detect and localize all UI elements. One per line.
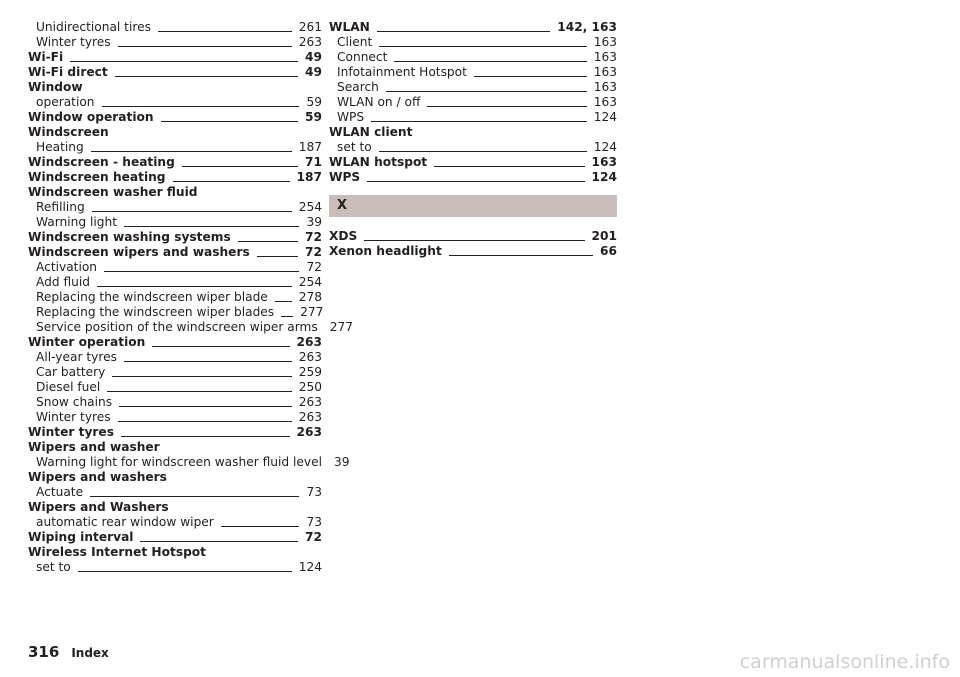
entry-label: WPS xyxy=(329,170,361,184)
entry-label: Client xyxy=(337,35,373,49)
page-reference: 72 xyxy=(306,260,322,274)
page-reference: 49 xyxy=(305,65,322,79)
leader-line xyxy=(92,211,292,212)
entry-label: Car battery xyxy=(36,365,106,379)
index-entry xyxy=(329,229,617,244)
leader-line xyxy=(364,240,584,241)
page-reference: 39 xyxy=(306,215,322,229)
index-heading: Windscreen washer fluid xyxy=(28,185,198,199)
index-subentry xyxy=(28,215,322,230)
entry-label: All-year tyres xyxy=(36,350,117,364)
leader-line xyxy=(371,121,587,122)
page-reference: 277 xyxy=(329,320,353,334)
index-subentry xyxy=(28,305,322,320)
index-subentry xyxy=(28,485,322,500)
leader-line xyxy=(112,376,291,377)
page-reference: 59 xyxy=(305,110,322,124)
leader-line xyxy=(152,346,289,347)
index-letter-heading: X xyxy=(329,195,617,217)
leader-line xyxy=(97,286,292,287)
page-reference: 73 xyxy=(306,515,322,529)
leader-line xyxy=(221,526,300,527)
page-reference: 201 xyxy=(591,229,617,243)
entry-label: Add fluid xyxy=(36,275,90,289)
entry-label: Winter tyres xyxy=(36,35,111,49)
page-reference: 163 xyxy=(591,155,617,169)
entry-label: Wiping interval xyxy=(28,530,134,544)
index-heading: Wireless Internet Hotspot xyxy=(28,545,206,559)
entry-label: Windscreen heating xyxy=(28,170,166,184)
leader-line xyxy=(91,151,292,152)
entry-label: set to xyxy=(36,560,71,574)
page-reference: 124 xyxy=(298,560,322,574)
index-subentry xyxy=(28,95,322,110)
page-reference: 39 xyxy=(333,455,350,469)
leader-line xyxy=(119,406,292,407)
leader-line xyxy=(182,166,298,167)
index-subentry xyxy=(28,140,322,155)
entry-label: Snow chains xyxy=(36,395,113,409)
page-reference: 187 xyxy=(298,140,322,154)
entry-label: Connect xyxy=(337,50,388,64)
page-reference: 142, 163 xyxy=(557,20,617,34)
entry-label: Heating xyxy=(36,140,84,154)
index-entry xyxy=(329,170,617,185)
entry-label: Wi-Fi direct xyxy=(28,65,108,79)
index-column-right xyxy=(329,20,617,259)
page-reference: 66 xyxy=(600,244,617,258)
page-reference: 163 xyxy=(593,50,617,64)
entry-label: WLAN hotspot xyxy=(329,155,428,169)
page-reference: 124 xyxy=(591,170,617,184)
entry-label: WLAN on / off xyxy=(337,95,421,109)
leader-line xyxy=(281,316,293,317)
leader-line xyxy=(257,256,298,257)
index-entry xyxy=(28,170,322,185)
entry-label: Search xyxy=(337,80,379,94)
entry-label: Windscreen - heating xyxy=(28,155,175,169)
index-subentry xyxy=(28,365,322,380)
entry-label: Warning light for windscreen washer fluid level xyxy=(36,455,322,469)
page-reference: 72 xyxy=(305,245,322,259)
index-entry xyxy=(28,65,322,80)
leader-line xyxy=(104,271,299,272)
page-reference: 263 xyxy=(296,425,322,439)
index-entry xyxy=(329,20,617,35)
index-entry xyxy=(28,335,322,350)
page-reference: 72 xyxy=(305,530,322,544)
index-entry xyxy=(28,230,322,245)
page-reference: 263 xyxy=(298,35,322,49)
entry-label: XDS xyxy=(329,229,358,243)
index-entry xyxy=(28,155,322,170)
entry-label: operation xyxy=(36,95,95,109)
page-reference: 277 xyxy=(300,305,324,319)
leader-line xyxy=(102,106,300,107)
leader-line xyxy=(394,61,586,62)
entry-label: Winter tyres xyxy=(36,410,111,424)
page-reference: 254 xyxy=(298,275,322,289)
watermark: carmanualsonline.info xyxy=(739,651,950,673)
leader-line xyxy=(238,241,298,242)
page-reference: 263 xyxy=(298,395,322,409)
page-reference: 72 xyxy=(305,230,322,244)
page-reference: 261 xyxy=(298,20,322,34)
index-entry xyxy=(28,245,322,260)
index-heading: Windscreen xyxy=(28,125,109,139)
entry-label: WPS xyxy=(337,110,365,124)
leader-line xyxy=(158,31,292,32)
leader-line xyxy=(121,436,290,437)
page-reference: 71 xyxy=(305,155,322,169)
leader-line xyxy=(90,496,299,497)
index-entry xyxy=(28,50,322,65)
index-heading: Wipers and washers xyxy=(28,470,167,484)
page-reference: 163 xyxy=(593,35,617,49)
leader-line xyxy=(377,31,550,32)
index-subentry xyxy=(329,95,617,110)
index-entry xyxy=(329,244,617,259)
page-reference: 73 xyxy=(306,485,322,499)
page-footer xyxy=(28,643,109,661)
index-heading: Wipers and washer xyxy=(28,440,160,454)
index-subentry xyxy=(329,80,617,95)
index-heading: Wipers and Washers xyxy=(28,500,169,514)
entry-label: Unidirectional tires xyxy=(36,20,151,34)
entry-label: Replacing the windscreen wiper blade xyxy=(36,290,268,304)
entry-label: Xenon headlight xyxy=(329,244,442,258)
index-subentry xyxy=(329,50,617,65)
leader-line xyxy=(115,76,298,77)
index-subentry xyxy=(28,515,322,530)
page-reference: 124 xyxy=(593,110,617,124)
page-reference: 263 xyxy=(298,350,322,364)
index-entry xyxy=(329,155,617,170)
entry-label: Wi-Fi xyxy=(28,50,64,64)
leader-line xyxy=(474,76,587,77)
index-subentry xyxy=(28,410,322,425)
page-reference: 259 xyxy=(298,365,322,379)
entry-label: Actuate xyxy=(36,485,84,499)
index-subentry xyxy=(28,350,322,365)
entry-label: Warning light xyxy=(36,215,117,229)
page-reference: 278 xyxy=(298,290,322,304)
leader-line xyxy=(367,181,584,182)
leader-line xyxy=(427,106,586,107)
page-reference: 59 xyxy=(306,95,322,109)
entry-label: Winter tyres xyxy=(28,425,114,439)
index-entry xyxy=(28,110,322,125)
entry-label: Diesel fuel xyxy=(36,380,101,394)
leader-line xyxy=(78,571,292,572)
entry-label: Refilling xyxy=(36,200,85,214)
entry-label: Windscreen washing systems xyxy=(28,230,231,244)
index-subentry xyxy=(329,110,617,125)
index-subentry xyxy=(28,395,322,410)
index-subentry xyxy=(28,20,322,35)
leader-line xyxy=(124,226,299,227)
index-subentry xyxy=(28,35,322,50)
page-reference: 263 xyxy=(296,335,322,349)
entry-label: Activation xyxy=(36,260,98,274)
index-subentry xyxy=(28,290,322,305)
entry-label: Windscreen wipers and washers xyxy=(28,245,250,259)
entry-label: set to xyxy=(337,140,372,154)
entry-label: Infotainment Hotspot xyxy=(337,65,467,79)
index-subentry xyxy=(28,200,322,215)
leader-line xyxy=(379,151,587,152)
page-reference: 254 xyxy=(298,200,322,214)
entry-label: WLAN xyxy=(329,20,370,34)
entry-label: Replacing the windscreen wiper blades xyxy=(36,305,275,319)
leader-line xyxy=(379,46,586,47)
leader-line xyxy=(70,61,298,62)
leader-line xyxy=(173,181,290,182)
index-subentry xyxy=(329,65,617,80)
leader-line xyxy=(161,121,298,122)
page-reference: 124 xyxy=(593,140,617,154)
index-entry xyxy=(28,425,322,440)
leader-line xyxy=(118,421,292,422)
entry-label: Winter operation xyxy=(28,335,146,349)
index-entry xyxy=(28,530,322,545)
page-reference: 163 xyxy=(593,95,617,109)
page-reference: 263 xyxy=(298,410,322,424)
leader-line xyxy=(140,541,298,542)
leader-line xyxy=(434,166,584,167)
index-heading: WLAN client xyxy=(329,125,413,139)
page-reference: 49 xyxy=(305,50,322,64)
page-reference: 163 xyxy=(593,80,617,94)
index-heading: Window xyxy=(28,80,83,94)
entry-label: automatic rear window wiper xyxy=(36,515,214,529)
index-subentry xyxy=(28,380,322,395)
index-subentry xyxy=(28,455,350,470)
entry-label: Service position of the windscreen wiper arms xyxy=(36,320,318,334)
index-subentry xyxy=(28,320,353,335)
page-reference: 163 xyxy=(593,65,617,79)
leader-line xyxy=(275,301,292,302)
page-reference: 250 xyxy=(298,380,322,394)
page-reference: 187 xyxy=(296,170,322,184)
page-number: 316 xyxy=(28,643,60,661)
leader-line xyxy=(386,91,587,92)
section-name: Index xyxy=(71,646,109,660)
index-subentry xyxy=(329,140,617,155)
index-subentry xyxy=(329,35,617,50)
leader-line xyxy=(107,391,291,392)
index-subentry xyxy=(28,560,322,575)
index-subentry xyxy=(28,275,322,290)
index-subentry xyxy=(28,260,322,275)
entry-label: Window operation xyxy=(28,110,154,124)
leader-line xyxy=(118,46,292,47)
leader-line xyxy=(124,361,292,362)
leader-line xyxy=(449,255,593,256)
